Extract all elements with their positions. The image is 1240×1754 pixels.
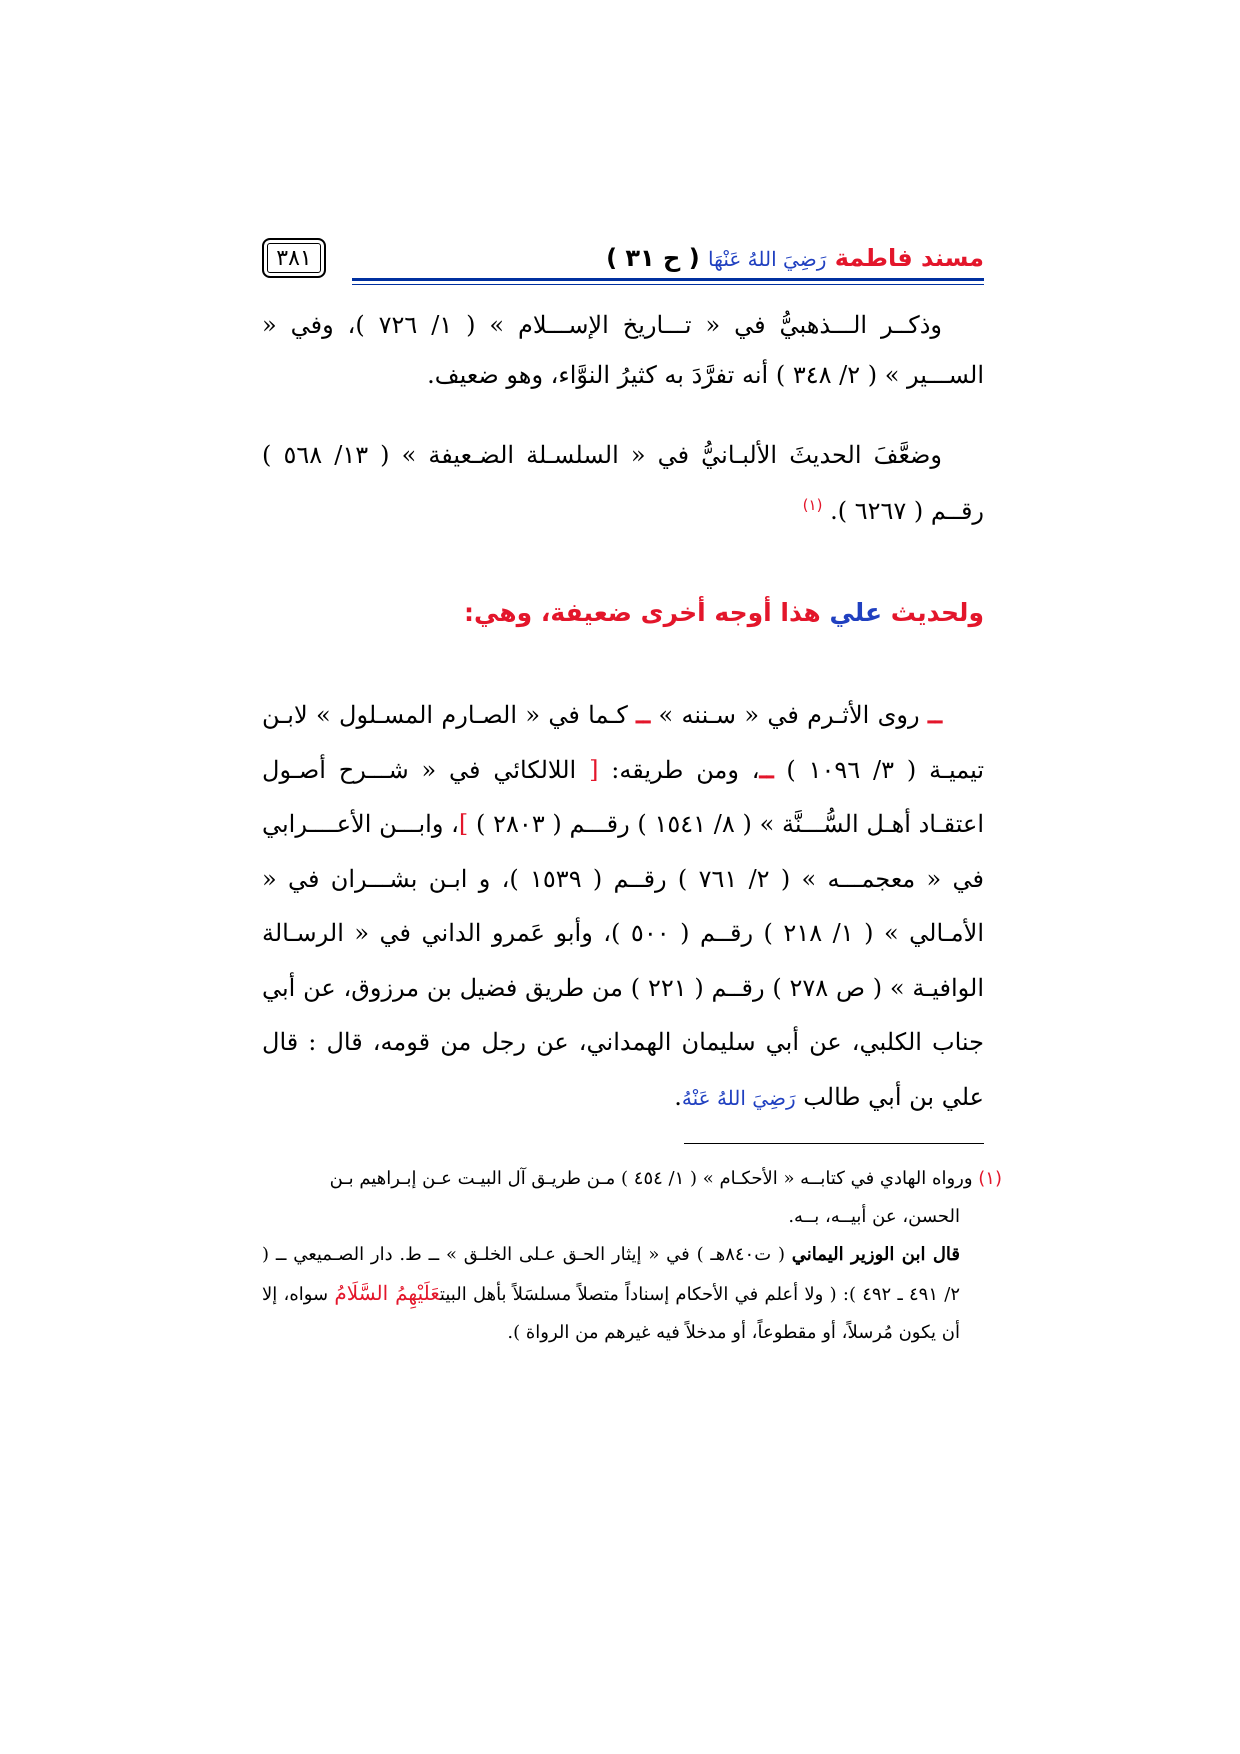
header-rule-thin bbox=[352, 284, 984, 285]
honorific: رَضِيَ اللهُ عَنْهُ bbox=[681, 1085, 796, 1110]
footnote-text: ( ت٨٤٠هـ ) في « إيثار الحـق عـلى الخلـق » ــ ط. دار الصـميعي ــ ( ٢/ ٤٩١ ـ ٤٩٢ ): ( ولا أعلم في الأحكام إسناداً متصلاً مسلسَلاً بأهل البيت bbox=[262, 1244, 960, 1305]
close-bracket: ] bbox=[458, 810, 469, 838]
footnote-author: قال ابن الوزير اليماني bbox=[791, 1244, 960, 1265]
running-header bbox=[262, 238, 984, 288]
paragraph-albani bbox=[262, 430, 984, 536]
paragraph-text-main: وضعَّفَ الحديثَ الألبـانيُّ في « السلسـلة الضـعيفة » ( ١٣/ ٥٦٨ ) رقــم ( ٦٢٦٧ ). bbox=[262, 441, 984, 525]
header-title-name: مسند فاطمة bbox=[834, 244, 984, 272]
paragraph-text bbox=[262, 688, 984, 1125]
header-title-honorific: رَضِيَ اللهُ عَنْهَا bbox=[708, 247, 827, 271]
text-run: روى الأثـرم في « سـننه » bbox=[650, 701, 928, 729]
page-number: ٣٨١ bbox=[262, 238, 326, 278]
footnote-text: ورواه الهادي في كتابــه « الأحكـام » ( ١/ ٤٥٤ ) مـن طريـق آل البيـت عـن إبـراهيم بـن bbox=[329, 1168, 973, 1189]
header-title bbox=[606, 244, 984, 272]
open-bracket: [ bbox=[589, 755, 599, 784]
footnote-1 bbox=[262, 1160, 1002, 1198]
footnote-reference: (١) bbox=[802, 496, 823, 514]
footnote-1-continued: الحسن، عن أبيــه، بــه. bbox=[788, 1206, 960, 1227]
paragraph-text: وذكــر الـــذهبيُّ في « تـــاريخ الإســـلام » ( ١/ ٧٢٦ )، وفي « الســـير » ( ٢/ ٣٤٨ ) أنه تفرَّدَ به كثيرُ النوَّاء، وهو ضعيف. bbox=[262, 311, 984, 389]
footnote-text: سواه، إلا أن يكون مُرسلاً، أو مقطوعاً، أو مدخلاً فيه غيرهم من الرواة ). bbox=[262, 1284, 960, 1343]
heading-highlight: علي bbox=[829, 598, 883, 627]
header-rule bbox=[352, 278, 984, 281]
dash-separator: ــ bbox=[759, 754, 774, 784]
text-run: . bbox=[674, 1082, 682, 1111]
text-run: ، وابـــن الأعــــرابي في « معجمـــه » ( ٢/ ٧٦١ ) رقــم ( ١٥٣٩ )، و ابـن بشـــران في « الأمـالي » ( ١/ ٢١٨ ) رقــم ( ٥٠٠ )، وأبو عَمرو الداني في « الرسـالة الوافيـة » ( ص ٢٧٨ ) رقــم ( ٢٢١ ) من طريق فضيل بن مرزوق، عن أبي جناب الكلبي، عن أبي سليمان الهمداني، عن رجل من قومه، قال : قال علي بن أبي طالب bbox=[262, 810, 984, 1111]
list-dash: ــ bbox=[927, 700, 942, 729]
section-heading bbox=[262, 598, 984, 627]
text-run: اللالكائي في « شـــرح أصـول اعتقـاد أهـل السُّـــنَّة » ( ٨/ ١٥٤١ ) رقـــم ( ٢٨٠٣ ) bbox=[262, 755, 985, 838]
footnote-quote bbox=[262, 1236, 1002, 1352]
footnote-number: (١) bbox=[978, 1168, 1002, 1189]
dash-separator: ــ bbox=[636, 700, 651, 729]
footnotes bbox=[262, 1160, 1002, 1352]
heading-part: ولحديث bbox=[882, 598, 984, 627]
honorific: عَلَيْهِمُ السَّلَامُ bbox=[334, 1281, 440, 1305]
heading-part: هذا أوجه أخرى ضعيفة، وهي: bbox=[463, 598, 830, 627]
footnote-separator bbox=[684, 1143, 984, 1144]
paragraph-text bbox=[262, 430, 984, 536]
header-hadith-number: ( ح ٣١ ) bbox=[606, 244, 700, 272]
paragraph-athram bbox=[262, 688, 984, 1125]
text-run: ، ومن طريقه: bbox=[598, 755, 760, 784]
text-run: كـما في « الصـارم المسـلول » لابـن تيميـة ( ٣/ ١٠٩٦ ) bbox=[262, 701, 985, 784]
paragraph-dhahabi bbox=[262, 300, 984, 400]
